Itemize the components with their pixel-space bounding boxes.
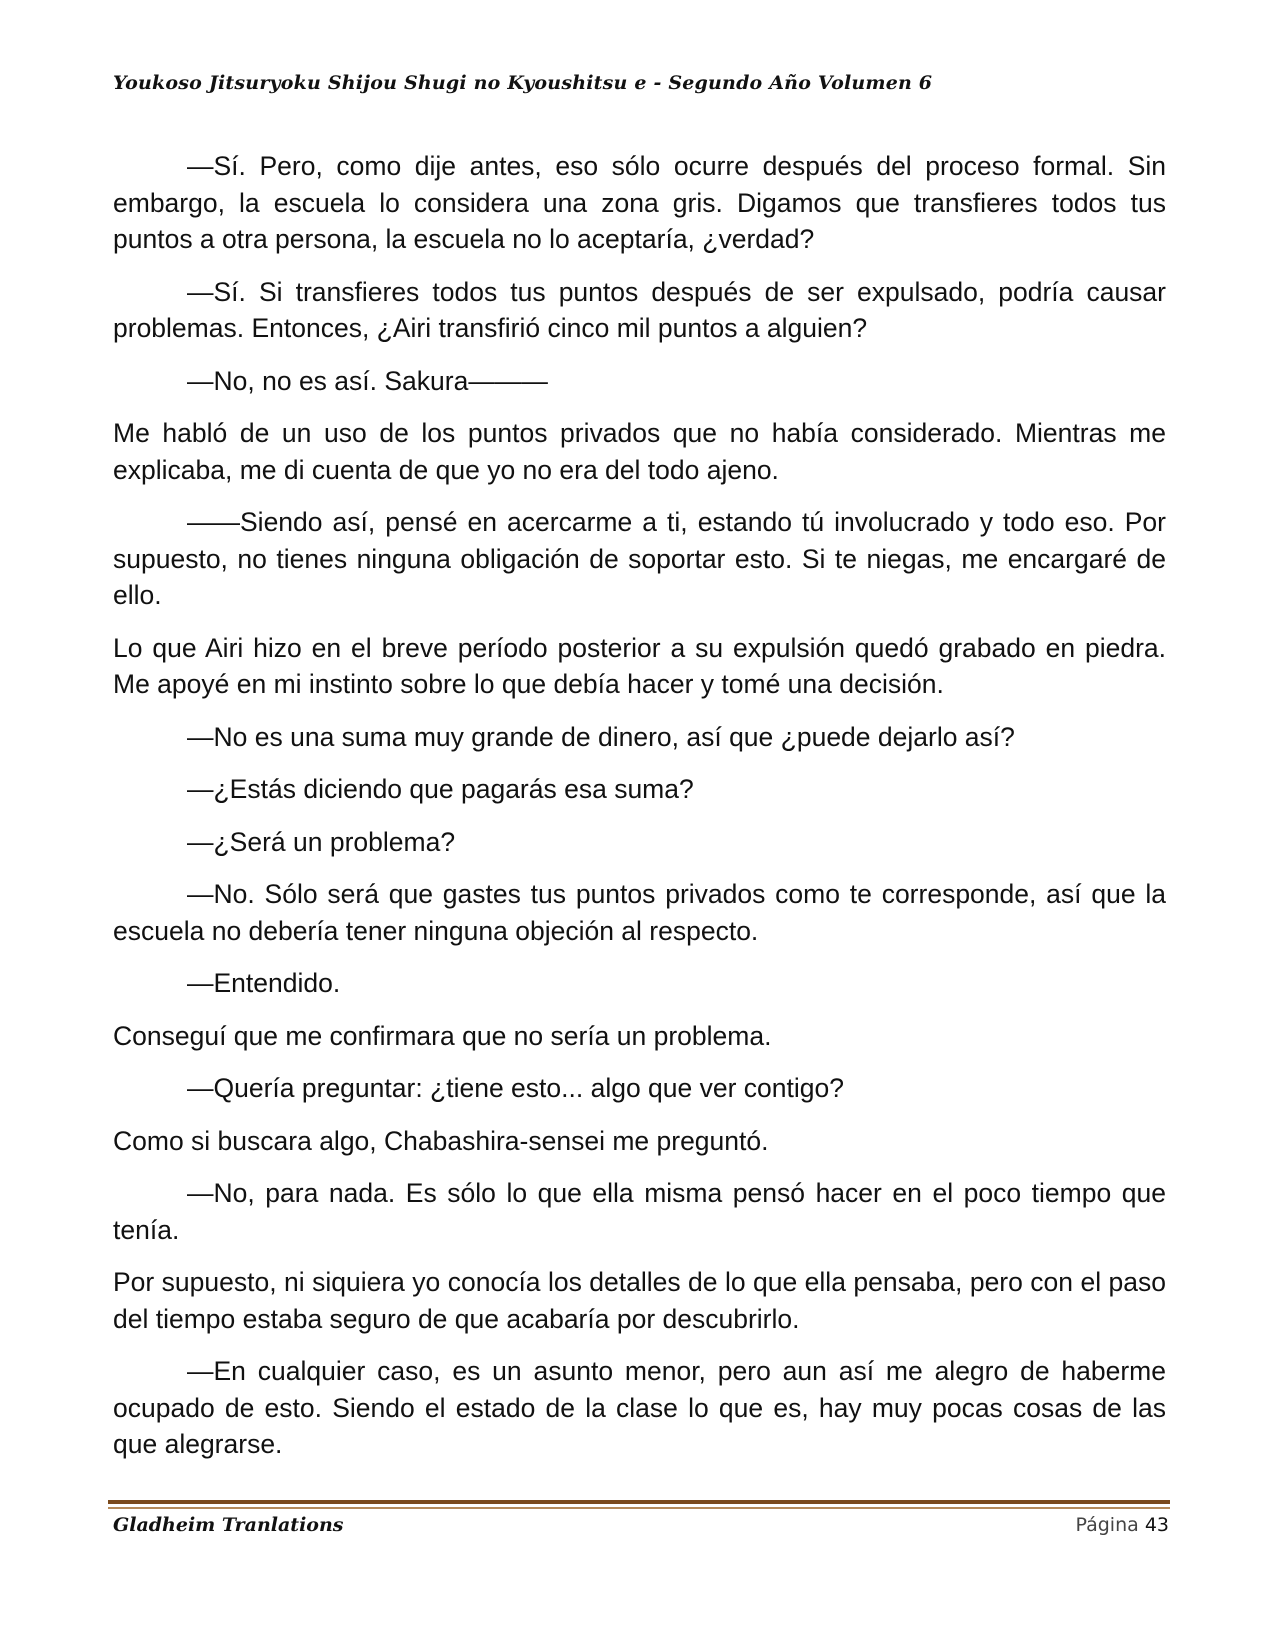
paragraph: Conseguí que me confirmara que no sería un problema. [113,1020,772,1051]
page-number-block [1075,1514,1169,1536]
paragraph: —¿Estás diciendo que pagarás esa suma? [187,774,694,804]
paragraph: ——Siendo así, pensé en acercarme a ti, estando tú involucrado y todo eso. Por supuesto, no tienes ninguna obligación de soportar esto. Si te niegas, me encargaré de ello. [113,507,1166,610]
paragraph: —No es una suma muy grande de dinero, así que ¿puede dejarlo así? [187,721,1015,752]
paragraph: —Quería preguntar: ¿tiene esto... algo que ver contigo? [187,1073,845,1103]
paragraph: —Sí. Pero, como dije antes, eso sólo ocurre después del proceso formal. Sin embargo, la escuela lo considera una zona gris. Digamos que transfieres todos tus puntos a otra persona, la escuela no lo aceptaría, ¿verdad? [113,151,1166,254]
page-number: 43 [1144,1514,1169,1536]
paragraph: Lo que Airi hizo en el breve período posterior a su expulsión quedó grabado en piedra. Me apoyé en mi instinto sobre lo que debía hacer y tomé una decisión. [113,632,1166,699]
paragraph: —¿Será un problema? [187,826,456,857]
paragraph: Por supuesto, ni siquiera yo conocía los detalles de lo que ella pensaba, pero con el paso del tiempo estaba seguro de que acabaría por descubrirlo. [113,1267,1166,1334]
footer-rule-thick [108,1500,1170,1504]
paragraph: Como si buscara algo, Chabashira-sensei me preguntó. [113,1125,769,1156]
body-text [113,148,1166,1479]
page-label: Página [1075,1514,1139,1536]
footer-rule-thin [108,1507,1170,1509]
paragraph: Me habló de un uso de los puntos privados que no había considerado. Mientras me explicaba, me di cuenta de que yo no era del todo ajeno. [113,418,1166,485]
paragraph: —Sí. Si transfieres todos tus puntos después de ser expulsado, podría causar problemas. Entonces, ¿Airi transfirió cinco mil puntos a alguien? [113,276,1166,343]
paragraph: —No, para nada. Es sólo lo que ella misma pensó hacer en el poco tiempo que tenía. [113,1178,1166,1245]
paragraph: —En cualquier caso, es un asunto menor, pero aun así me alegro de haberme ocupado de esto. Siendo el estado de la clase lo que es, hay muy pocas cosas de las que alegrarse. [113,1356,1166,1459]
paragraph: —Entendido. [187,968,341,998]
footer-credit: Gladheim Tranlations [113,1514,344,1536]
running-header: Youkoso Jitsuryoku Shijou Shugi no Kyoushitsu e - Segundo Año Volumen 6 [113,72,933,94]
paragraph: —No, no es así. Sakura——— [187,365,548,396]
paragraph: —No. Sólo será que gastes tus puntos privados como te corresponde, así que la escuela no debería tener ninguna objeción al respecto. [113,879,1166,946]
